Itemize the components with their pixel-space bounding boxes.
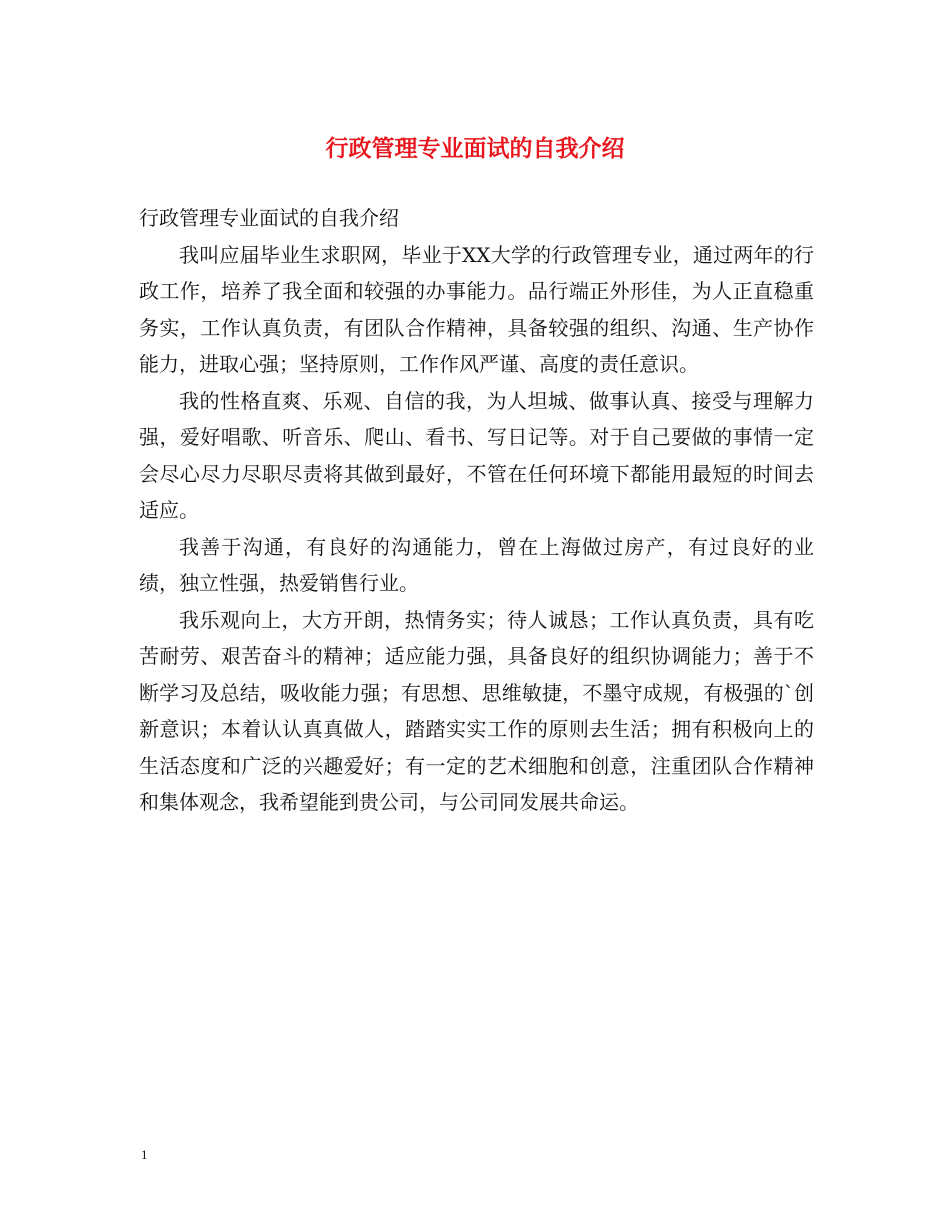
- paragraph: 我的性格直爽、乐观、自信的我，为人坦城、做事认真、接受与理解力强，爱好唱歌、听音乐、爬山、看书、写日记等。对于自己要做的事情一定会尽心尽力尽职尽责将其做到最好，不管在任何环境下都能用最短的时间去适应。: [139, 388, 814, 522]
- paragraph: 我叫应届毕业生求职网，毕业于XX大学的行政管理专业，通过两年的行政工作，培养了我全面和较强的办事能力。品行端正外形佳，为人正直稳重务实，工作认真负责，有团队合作精神，具备较强的组织、沟通、生产协作能力，进取心强；坚持原则，工作作风严谨、高度的责任意识。: [139, 242, 814, 376]
- paragraph: 我善于沟通，有良好的沟通能力，曾在上海做过房产，有过良好的业绩，独立性强，热爱销售行业。: [139, 534, 814, 595]
- page-number: 1: [141, 1147, 148, 1162]
- document-title: 行政管理专业面试的自我介绍: [325, 135, 625, 162]
- paragraph: 我乐观向上，大方开朗，热情务实；待人诚恳；工作认真负责，具有吃苦耐劳、艰苦奋斗的精神；适应能力强，具备良好的组织协调能力；善于不断学习及总结，吸收能力强；有思想、思维敏捷，不墨守成规，有极强的`创新意识；本着认认真真做人，踏踏实实工作的原则去生活；拥有积极向上的生活态度和广泛的兴趣爱好；有一定的艺术细胞和创意，注重团队合作精神和集体观念，我希望能到贵公司，与公司同发展共命运。: [139, 607, 814, 814]
- document-body: [139, 200, 814, 821]
- document-subtitle: 行政管理专业面试的自我介绍: [139, 206, 399, 230]
